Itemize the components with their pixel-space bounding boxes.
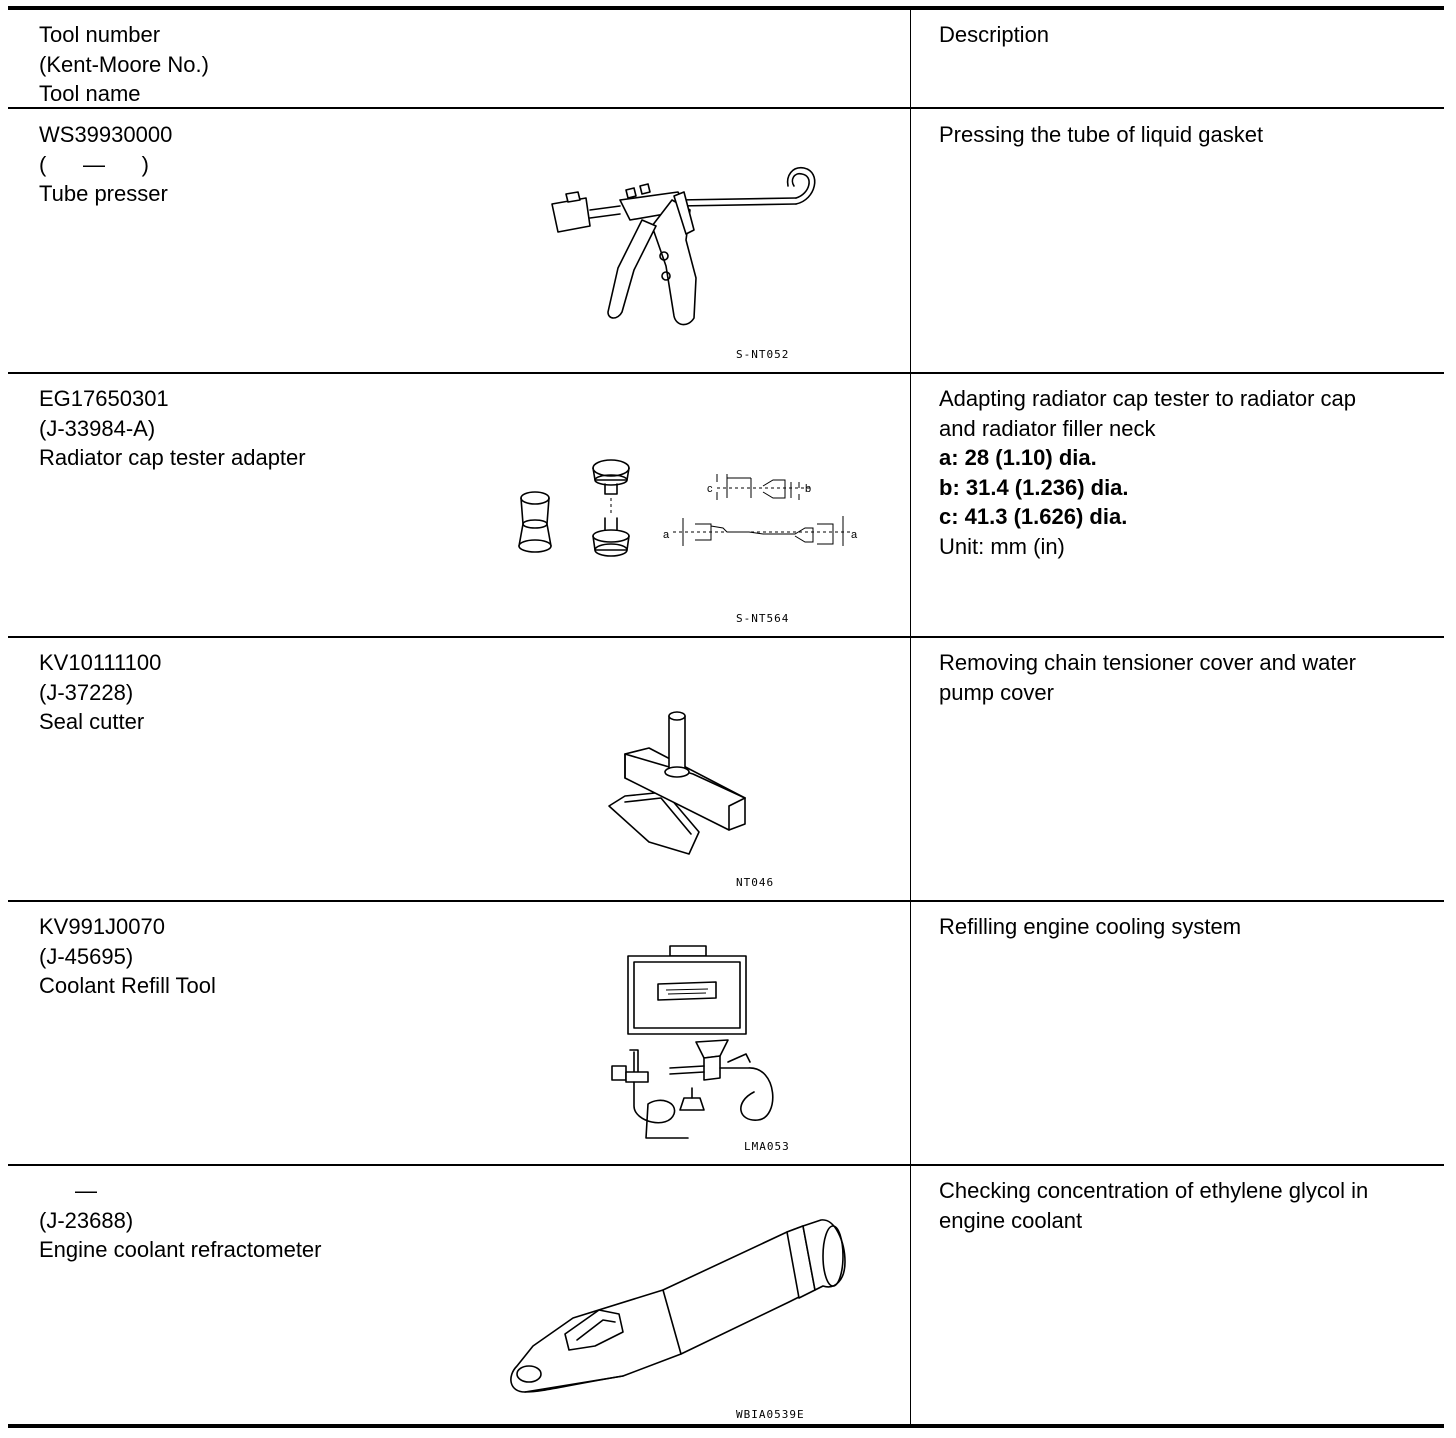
header-rule	[8, 107, 1444, 109]
dimension-a: a: 28 (1.10) dia.	[939, 445, 1097, 470]
tool-number: KV10111100	[39, 650, 162, 675]
table-row	[8, 110, 1444, 372]
tool-number: KV991J0070	[39, 914, 165, 939]
tool-info	[39, 1176, 322, 1265]
tool-description	[939, 912, 1429, 942]
figure-label: NT046	[736, 876, 775, 889]
tool-info	[39, 648, 161, 737]
header-tool-name: Tool name	[39, 81, 141, 106]
unit-note: Unit: mm (in)	[939, 533, 1065, 559]
tool-name: Tube presser	[39, 181, 168, 206]
kent-moore-number: (J-45695)	[39, 943, 134, 969]
tool-description	[939, 120, 1429, 150]
callout-c: c	[707, 483, 713, 495]
description-line: engine coolant	[939, 1207, 1083, 1233]
tool-number: EG17650301	[39, 386, 169, 411]
table-row	[8, 638, 1444, 900]
refractometer-icon	[503, 1206, 873, 1406]
description-line: pump cover	[939, 679, 1054, 705]
tool-name: Radiator cap tester adapter	[39, 445, 306, 470]
tool-name: Engine coolant refractometer	[39, 1237, 322, 1262]
tool-description	[939, 384, 1429, 561]
kent-moore-number: ( — )	[39, 151, 149, 177]
callout-b: b	[805, 483, 812, 495]
tool-info	[39, 384, 306, 473]
table-row	[8, 1166, 1444, 1424]
table-bottom-rule	[8, 1424, 1444, 1428]
description-line: Refilling engine cooling system	[939, 914, 1242, 939]
tool-name: Seal cutter	[39, 709, 145, 734]
header-left	[39, 20, 209, 109]
description-line: and radiator filler neck	[939, 415, 1156, 441]
seal-cutter-icon	[603, 708, 763, 858]
tool-description	[939, 1176, 1429, 1235]
callout-a: a	[851, 529, 858, 541]
tool-name: Coolant Refill Tool	[39, 973, 216, 998]
tool-description	[939, 648, 1429, 707]
tool-info	[39, 120, 172, 209]
kent-moore-number: (J-37228)	[39, 679, 134, 705]
dimension-c: c: 41.3 (1.626) dia.	[939, 504, 1128, 529]
radiator-cap-adapter-icon	[513, 454, 873, 594]
table-row	[8, 902, 1444, 1164]
dimension-b: b: 31.4 (1.236) dia.	[939, 474, 1129, 500]
kent-moore-number: (J-23688)	[39, 1207, 134, 1233]
description-line: Adapting radiator cap tester to radiator cap	[939, 386, 1357, 411]
header-tool-number: Tool number	[39, 22, 161, 47]
special-service-tools-table	[8, 6, 1444, 1428]
coolant-refill-tool-icon	[608, 942, 808, 1152]
kent-moore-number: (J-33984-A)	[39, 415, 156, 441]
figure-label: S-NT564	[736, 612, 790, 625]
figure-label: S-NT052	[736, 348, 790, 361]
callout-a: a	[663, 529, 670, 541]
tool-number: —	[75, 1178, 97, 1203]
tool-number: WS39930000	[39, 122, 173, 147]
description-line: Removing chain tensioner cover and water	[939, 650, 1357, 675]
figure-label: LMA053	[744, 1140, 790, 1153]
table-header-row	[8, 10, 1444, 108]
table-row	[8, 374, 1444, 636]
tube-presser-icon	[538, 170, 838, 340]
figure-label: WBIA0539E	[736, 1408, 805, 1421]
tool-info	[39, 912, 216, 1001]
header-kent-moore: (Kent-Moore No.)	[39, 51, 209, 77]
header-description: Description	[939, 22, 1050, 47]
description-line: Pressing the tube of liquid gasket	[939, 122, 1264, 147]
description-line: Checking concentration of ethylene glycol in	[939, 1178, 1369, 1203]
